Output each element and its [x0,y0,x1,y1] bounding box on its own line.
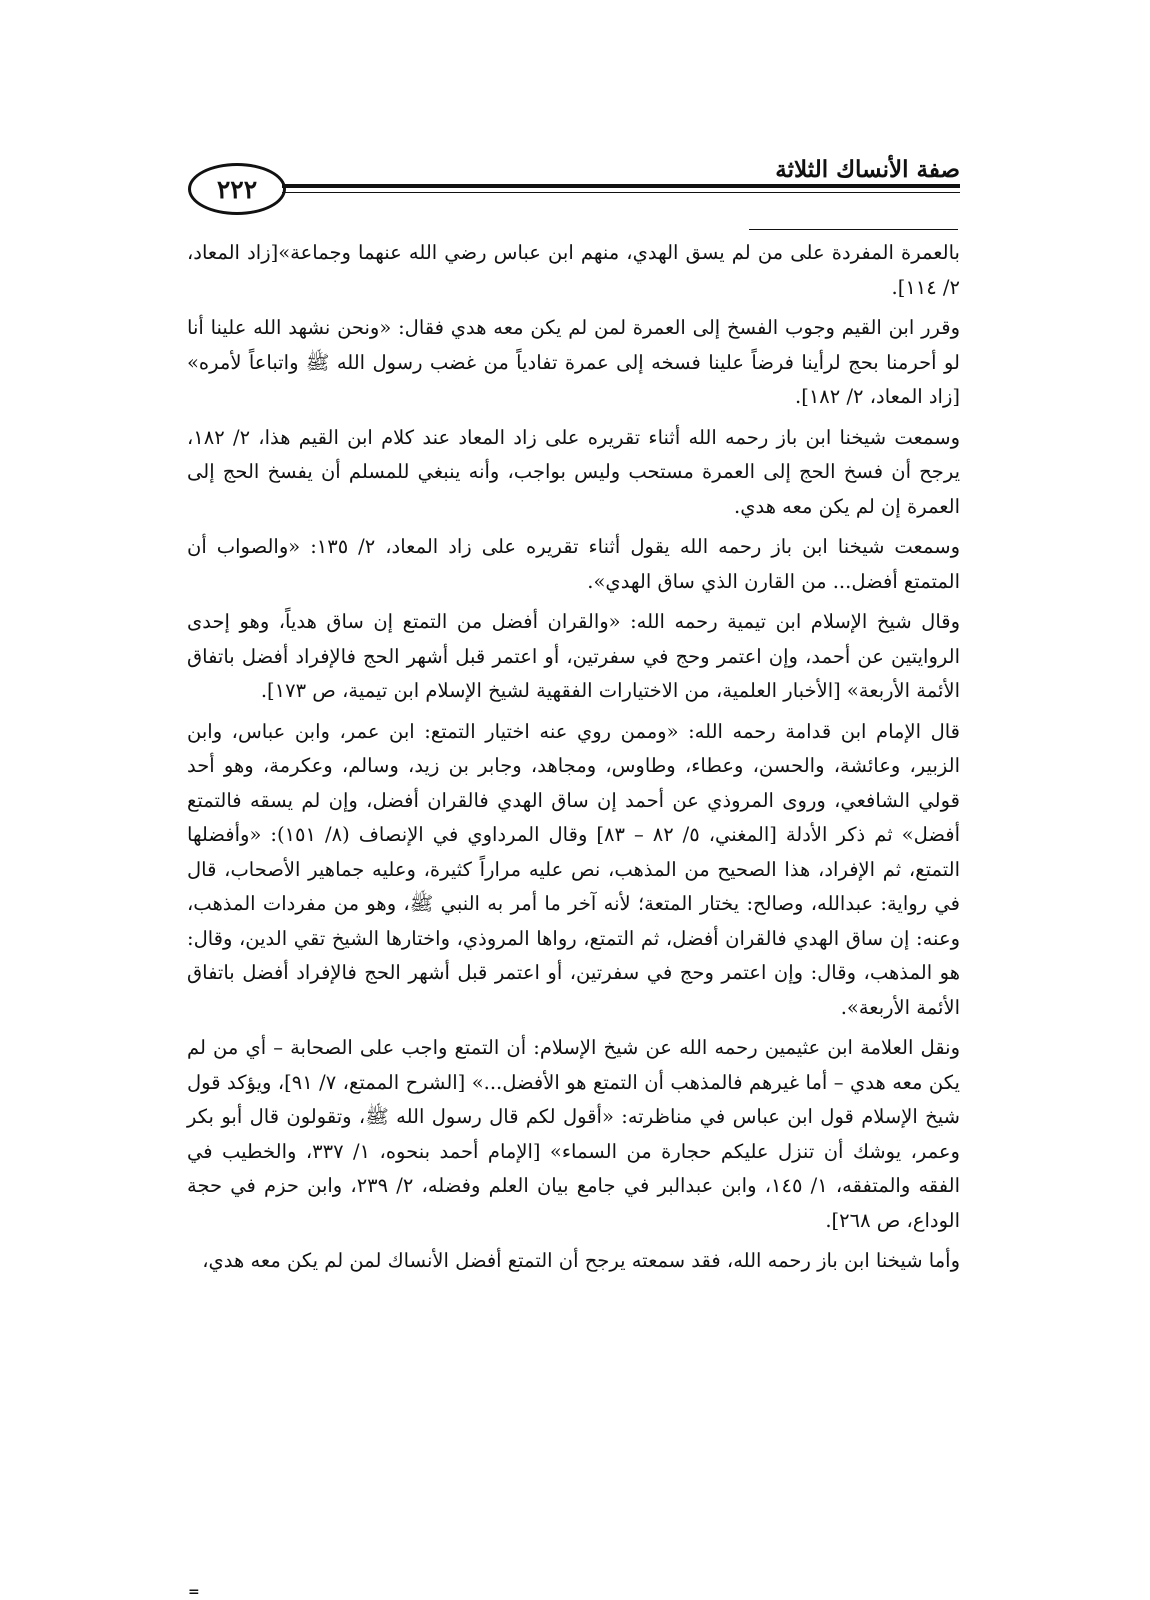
running-title: صفة الأنساك الثلاثة [775,156,960,183]
footnote-separator [749,229,958,230]
paragraph: وأما شيخنا ابن باز رحمه الله، فقد سمعته يرجح أن التمتع أفضل الأنساك لمن لم يكن معه هدي، [202,1249,960,1272]
paragraph: وسمعت شيخنا ابن باز رحمه الله يقول أثناء تقريره على زاد المعاد، ٢/ ١٣٥: «والصواب أن المتمتع أفضل... من القارن الذي ساق الهدي». [187,535,960,593]
paragraph: وقال شيخ الإسلام ابن تيمية رحمه الله: «والقران أفضل من التمتع إن ساق هدياً، وهو إحدى الروايتين عن أحمد، وإن اعتمر وحج في سفرتين، أو اعتمر قبل أشهر الحج فالإفراد أفضل باتفاق الأئمة الأربعة» [الأخبار العلمية، من الاختيارات الفقهية لشيخ الإسلام ابن تيمية، ص ١٧٣]. [187,610,960,702]
paragraph: ونقل العلامة ابن عثيمين رحمه الله عن شيخ الإسلام: أن التمتع واجب على الصحابة – أي من لم يكن معه هدي – أما غيرهم فالمذهب أن التمتع هو الأفضل...» [الشرح الممتع، ٧/ ٩١]، ويؤكد قول شيخ الإسلام قول ابن عباس في مناظرته: «أقول لكم قال رسول الله ﷺ، وتقولون قال أبو بكر وعمر، يوشك أن تنزل عليكم حجارة من السماء» [الإمام أحمد بنحوه، ١/ ٣٣٧، والخطيب في الفقه والمتفقه، ١/ ١٤٥، وابن عبدالبر في جامع بيان العلم وفضله، ٢/ ٢٣٩، وابن حزم في حجة الوداع، ص ٢٦٨]. [187,1036,960,1232]
header-rule-thick [282,184,960,188]
paragraph: وقرر ابن القيم وجوب الفسخ إلى العمرة لمن لم يكن معه هدي فقال: «ونحن نشهد الله علينا أنا لو أحرمنا بحج لرأينا فرضاً علينا فسخه إلى عمرة تفادياً من غضب رسول الله ﷺ واتباعاً لأمره» [زاد المعاد، ٢/ ١٨٢]. [187,316,960,408]
paragraph: قال الإمام ابن قدامة رحمه الله: «وممن روي عنه اختيار التمتع: ابن عمر، وابن عباس، وابن الزبير، وعائشة، والحسن، وعطاء، وطاوس، ومجاهد، وجابر بن زيد، وسالم، وعكرمة، وهو أحد قولي الشافعي، وروى المروذي عن أحمد إن ساق الهدي فالقران أفضل، وإن لم يسقه فالتمتع أفضل» ثم ذكر الأدلة [المغني، ٥/ ٨٢ – ٨٣] وقال المرداوي في الإنصاف (٨/ ١٥١): «وأفضلها التمتع، ثم الإفراد، هذا الصحيح من المذهب، نص عليه مراراً كثيرة، وعليه جماهير الأصحاب، قال في رواية: عبدالله، وصالح: يختار المتعة؛ لأنه آخر ما أمر به النبي ﷺ، وهو من مفردات المذهب، وعنه: إن ساق الهدي فالقران أفضل، ثم التمتع، رواها المروذي، واختارها الشيخ تقي الدين، وقال: هو المذهب، وقال: وإن اعتمر وحج في سفرتين، أو اعتمر قبل أشهر الحج فالإفراد أفضل باتفاق الأئمة الأربعة». [187,719,960,1019]
paragraph: وسمعت شيخنا ابن باز رحمه الله أثناء تقريره على زاد المعاد عند كلام ابن القيم هذا، ٢/ ١٨٢، يرجح أن فسخ الحج إلى العمرة مستحب وليس بواجب، وأنه ينبغي للمسلم أن يفسخ الحج إلى العمرة إن لم يكن معه هدي. [187,425,960,518]
footnote-body [187,236,960,1285]
page-number: ٢٢٢ [188,163,286,215]
continuation-mark: = [188,1584,200,1600]
paragraph: بالعمرة المفردة على من لم يسق الهدي، منهم ابن عباس رضي الله عنهما وجماعة»[زاد المعاد، ٢/ ١١٤]. [187,241,960,299]
page-header [187,152,960,224]
header-rule-thin [282,192,960,193]
